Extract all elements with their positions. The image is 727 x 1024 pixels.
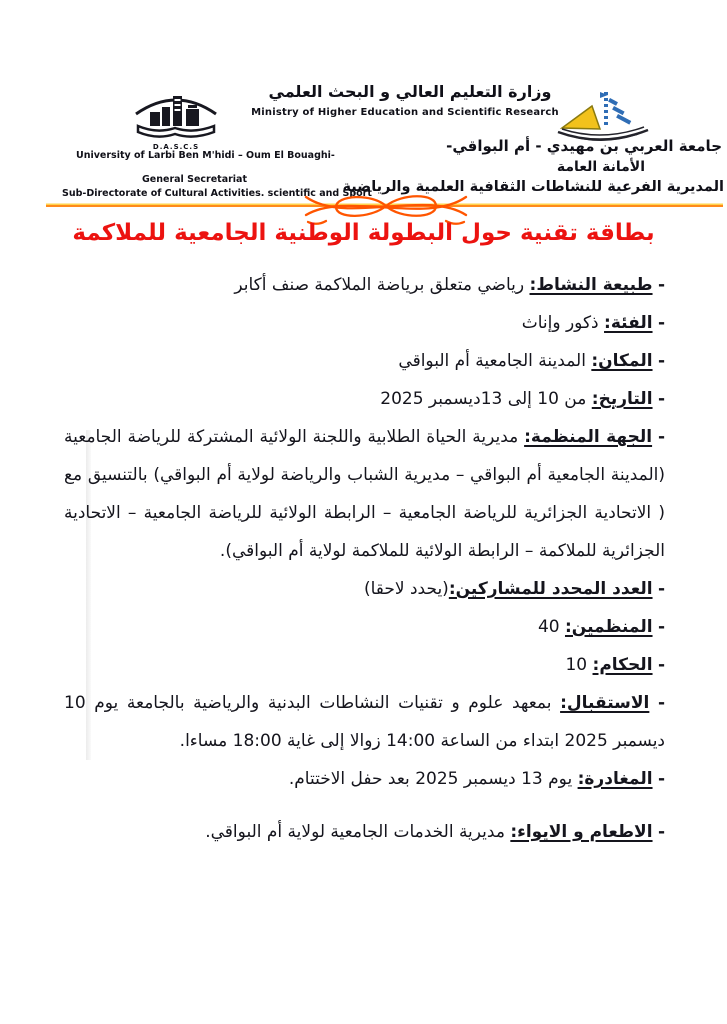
item-label: العدد المحدد للمشاركين: bbox=[448, 579, 653, 599]
list-item-referees-count bbox=[64, 646, 665, 684]
item-value: من 10 إلى 13ديسمبر 2025 bbox=[380, 389, 587, 409]
list-item-departure bbox=[64, 760, 665, 798]
list-item-activity-nature bbox=[64, 266, 665, 304]
item-value: 10 bbox=[565, 655, 588, 675]
details-list bbox=[64, 266, 665, 851]
item-label: المكان: bbox=[591, 351, 653, 371]
item-value: رياضي متعلق برياضة الملاكمة صنف أكابر bbox=[234, 275, 525, 295]
dascs-emblem-icon bbox=[130, 84, 222, 142]
list-item-catering-lodging bbox=[64, 813, 665, 851]
list-item-category bbox=[64, 304, 665, 342]
list-item-participants-count bbox=[64, 570, 665, 608]
item-value: بمعهد علوم و تقنيات النشاطات البدنية والرياضية بالجامعة يوم 10 ديسمبر 2025 ابتداء من الساعة 14:00 زوالا إلى غاية 18:00 مساءا. bbox=[64, 693, 665, 751]
bullet-dash: - bbox=[657, 617, 665, 637]
item-label: الحكام: bbox=[592, 655, 653, 675]
dascs-caption: D.A.S.C.S bbox=[152, 143, 200, 151]
item-value: مديرية الخدمات الجامعية لولاية أم البواقي. bbox=[205, 822, 505, 842]
item-value: ذكور وإناث bbox=[521, 313, 599, 333]
item-value: 40 bbox=[537, 617, 560, 637]
general-secretariat-english: General Secretariat bbox=[142, 174, 247, 185]
item-label: المنظمين: bbox=[564, 617, 653, 637]
list-item-organizers-count bbox=[64, 608, 665, 646]
subdirectorate-english: Sub-Directorate of Cultural Activities. scientific and Sport bbox=[62, 188, 372, 199]
general-secretariat-arabic: الأمانة العامة bbox=[556, 159, 645, 175]
item-value: (يحدد لاحقا) bbox=[363, 579, 449, 599]
bullet-dash: - bbox=[657, 313, 665, 333]
subdirectorate-arabic: المديرية الفرعية للنشاطات الثقافية العلمية والرياضية bbox=[342, 179, 724, 195]
bullet-dash: - bbox=[657, 655, 665, 675]
list-item-organizer bbox=[64, 418, 665, 570]
bullet-dash: - bbox=[657, 275, 665, 295]
bullet-dash: - bbox=[657, 693, 666, 713]
item-label: الاطعام و الايواء: bbox=[510, 822, 653, 842]
item-label: الاستقبال: bbox=[560, 693, 650, 713]
bullet-dash: - bbox=[657, 822, 665, 842]
item-label: الجهة المنظمة: bbox=[524, 427, 653, 447]
item-value: مديرية الحياة الطلابية واللجنة الولائية المشتركة للرياضة الجامعية (المدينة الجامعية أم البواقي – مديرية الشباب والرياضة لولاية أم البواقي) بالتنسيق مع ( الاتحادية الجزائرية للرياضة الجامعية – الرابطة الولائية للرياضة الجامعية – الاتحادية الجزائرية للملاكمة – الرابطة الولائية للملاكمة لولاية أم البواقي). bbox=[64, 427, 665, 561]
list-item-reception bbox=[64, 684, 665, 760]
item-value: المدينة الجامعية أم البواقي bbox=[398, 351, 586, 371]
item-label: الفئة: bbox=[604, 313, 653, 333]
bullet-dash: - bbox=[657, 769, 665, 789]
item-label: التاريخ: bbox=[591, 389, 653, 409]
ministry-name-arabic: وزارة التعليم العالي و البحث العلمي bbox=[268, 82, 552, 101]
bullet-dash: - bbox=[657, 389, 665, 409]
list-item-date bbox=[64, 380, 665, 418]
bullet-dash: - bbox=[657, 427, 665, 447]
item-label: طبيعة النشاط: bbox=[529, 275, 653, 295]
list-item-location bbox=[64, 342, 665, 380]
item-label: المغادرة: bbox=[577, 769, 653, 789]
university-name-english: University of Larbi Ben M'hidi – Oum El Bouaghi- bbox=[76, 150, 335, 161]
university-name-arabic: جامعة العربي بن مهيدي - أم البواقي- bbox=[446, 137, 722, 155]
bullet-dash: - bbox=[657, 579, 665, 599]
ministry-name-english: Ministry of Higher Education and Scientific Research bbox=[251, 107, 559, 118]
page-title: بطاقة تقنية حول البطولة الوطنية الجامعية للملاكمة bbox=[72, 220, 655, 246]
item-value: يوم 13 ديسمبر 2025 بعد حفل الاختتام. bbox=[288, 769, 573, 789]
bullet-dash: - bbox=[657, 351, 665, 371]
